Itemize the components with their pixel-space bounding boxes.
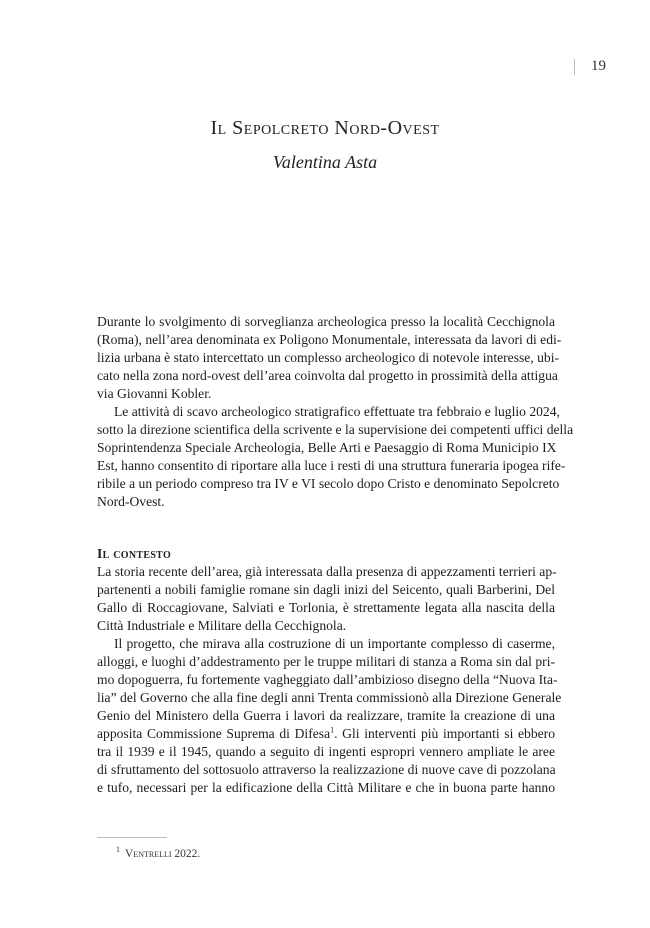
- footnote: [116, 845, 200, 860]
- page-header: [574, 58, 606, 75]
- text-line: tra il 1939 e il 1945, quando a seguito di ingenti espropri vennero ampliate le aree: [97, 744, 555, 759]
- intro-text: [97, 313, 574, 511]
- text-segment: . Gli interventi più importanti si ebbero: [334, 726, 555, 741]
- text-segment: apposita Commissione Suprema di Difesa: [97, 726, 331, 741]
- article-author: Valentina Asta: [272, 152, 378, 172]
- text-line: Città Industriale e Militare della Cecchignola.: [97, 618, 347, 633]
- text-line: lia” del Governo che alla fine degli anni Trenta commissionò alla Direzione Generale: [97, 690, 562, 705]
- page-number: 19: [591, 58, 606, 74]
- footnote-mark: 1: [116, 845, 120, 854]
- text-line: lizia urbana è stato intercettato un complesso archeologico di notevole interesse, ubi-: [97, 350, 560, 365]
- text-line: (Roma), nell’area denominata ex Poligono Monumentale, interessata da lavori di edi-: [97, 332, 562, 347]
- footnote-text: Ventrelli 2022.: [125, 847, 201, 860]
- footnote-divider: [97, 837, 167, 838]
- text-line: sotto la direzione scientifica della scrivente e la supervisione dei competenti uffici della: [97, 422, 574, 437]
- text-line: Nord-Ovest.: [97, 494, 165, 509]
- text-line: Soprintendenza Speciale Archeologia, Belle Arti e Paesaggio di Roma Municipio IX: [97, 440, 557, 455]
- text-line: ribile a un periodo compreso tra IV e VI secolo dopo Cristo e denominato Sepolcreto: [97, 476, 560, 491]
- text-line: La storia recente dell’area, già interessata dalla presenza di appezzamenti terrieri ap-: [97, 564, 557, 579]
- header-divider: [574, 59, 575, 75]
- text-line: cato nella zona nord-ovest dell’area coinvolta dal progetto in prossimità della attigua: [97, 368, 558, 383]
- text-line: alloggi, e luoghi d’addestramento per le truppe militari di stanza a Roma sin dal pri-: [97, 654, 555, 669]
- text-line: Il progetto, che mirava alla costruzione di un importante complesso di caserme,: [114, 636, 555, 651]
- section-il-contesto: [97, 545, 562, 797]
- text-line: Est, hanno consentito di riportare alla luce i resti di una struttura funeraria ipogea rife-: [97, 458, 566, 473]
- footnote-reference[interactable]: 1: [330, 725, 335, 735]
- text-line: partenenti a nobili famiglie romane sin dagli inizi del Seicento, quali Barberini, Del: [97, 582, 555, 597]
- text-line: via Giovanni Kobler.: [97, 386, 212, 401]
- article-title: Il Sepolcreto Nord-Ovest: [210, 117, 440, 139]
- section-heading: Il contesto: [97, 546, 172, 561]
- text-line: Le attività di scavo archeologico stratigrafico effettuate tra febbraio e luglio 2024,: [114, 404, 560, 419]
- text-line: Durante lo svolgimento di sorveglianza archeologica presso la località Cecchignola: [97, 314, 555, 329]
- text-line: Genio del Ministero della Guerra i lavori da realizzare, tramite la creazione di una: [97, 708, 555, 723]
- text-line: mo dopoguerra, fu fortemente vagheggiato dall’ambizioso disegno della “Nuova Ita-: [97, 672, 558, 687]
- text-line: Gallo di Roccagiovane, Salviati e Torlonia, è strettamente legata alla nascita della: [97, 600, 555, 615]
- text-line: e tufo, necessari per la edificazione della Città Militare e che in buona parte hanno: [97, 780, 555, 795]
- text-line-with-note: [97, 725, 555, 743]
- text-line: di sfruttamento del sottosuolo attraverso la realizzazione di nuove cave di pozzolana: [97, 762, 556, 777]
